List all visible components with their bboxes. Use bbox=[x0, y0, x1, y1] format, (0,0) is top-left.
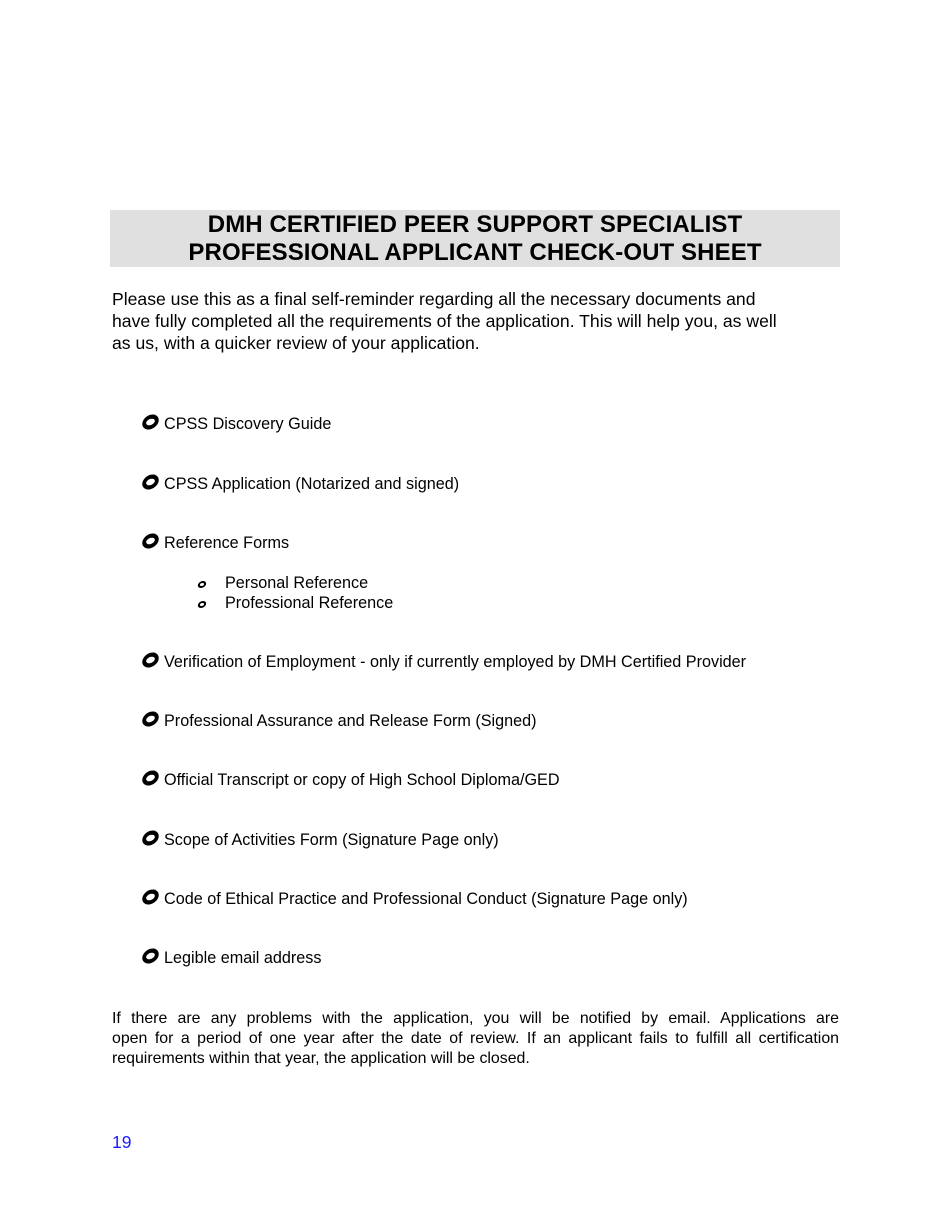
checklist-item-code-of-ethics bbox=[142, 889, 688, 909]
page-title-line-2: PROFESSIONAL APPLICANT CHECK-OUT SHEET bbox=[188, 239, 762, 266]
circle-bullet-icon bbox=[142, 412, 158, 431]
intro-line: Please use this as a final self-reminder regarding all the necessary documents and bbox=[112, 289, 756, 309]
small-circle-bullet-icon bbox=[197, 601, 207, 608]
intro-line: have fully completed all the requirements of the application. This will help you, as well bbox=[112, 311, 777, 331]
checklist-item-label: CPSS Discovery Guide bbox=[164, 415, 332, 433]
circle-bullet-icon bbox=[142, 472, 158, 491]
page-title-line-1: DMH CERTIFIED PEER SUPPORT SPECIALIST bbox=[207, 211, 743, 238]
reference-subitem-personal bbox=[196, 573, 368, 593]
reference-subitem-professional bbox=[196, 593, 393, 613]
checklist-item-label: CPSS Application (Notarized and signed) bbox=[164, 475, 460, 493]
checklist-item-discovery-guide bbox=[142, 414, 331, 434]
circle-bullet-icon bbox=[142, 828, 158, 847]
closing-line: requirements within that year, the application will be closed. bbox=[112, 1050, 530, 1067]
checklist-item-label: Code of Ethical Practice and Professional Conduct (Signature Page only) bbox=[164, 890, 688, 908]
checklist-item-employment-verification bbox=[142, 652, 746, 672]
intro-line: as us, with a quicker review of your application. bbox=[112, 333, 480, 353]
closing-line: open for a period of one year after the date of review. If an applicant fails to fulfill all certification bbox=[112, 1030, 839, 1047]
checklist-item-label: Professional Assurance and Release Form (Signed) bbox=[164, 712, 537, 730]
checklist-item-label: Scope of Activities Form (Signature Page only) bbox=[164, 831, 499, 849]
reference-subitem-label: Professional Reference bbox=[225, 594, 394, 612]
closing-paragraph bbox=[112, 1009, 839, 1069]
checklist-item-transcript bbox=[142, 770, 560, 790]
title-banner bbox=[110, 210, 840, 267]
reference-subitem-label: Personal Reference bbox=[225, 574, 369, 592]
checklist-item-scope-of-activities bbox=[142, 830, 499, 850]
circle-bullet-icon bbox=[142, 531, 158, 550]
checklist-item-reference-forms bbox=[142, 533, 289, 553]
circle-bullet-icon bbox=[142, 709, 158, 728]
checklist-item-application bbox=[142, 474, 459, 494]
circle-bullet-icon bbox=[142, 946, 158, 965]
circle-bullet-icon bbox=[142, 650, 158, 669]
closing-line: If there are any problems with the application, you will be notified by email. Applications are bbox=[112, 1010, 839, 1027]
small-circle-bullet-icon bbox=[197, 581, 207, 588]
checklist-item-email-address bbox=[142, 948, 321, 968]
circle-bullet-icon bbox=[142, 768, 158, 787]
checklist-item-label: Verification of Employment - only if currently employed by DMH Certified Provider bbox=[164, 653, 747, 671]
checklist-item-label: Official Transcript or copy of High School Diploma/GED bbox=[164, 771, 560, 789]
page-number: 19 bbox=[112, 1132, 132, 1152]
checklist-item-assurance-release bbox=[142, 711, 537, 731]
circle-bullet-icon bbox=[142, 887, 158, 906]
checklist-item-label: Legible email address bbox=[164, 949, 322, 967]
checklist-item-label: Reference Forms bbox=[164, 534, 290, 552]
intro-paragraph bbox=[112, 288, 842, 354]
